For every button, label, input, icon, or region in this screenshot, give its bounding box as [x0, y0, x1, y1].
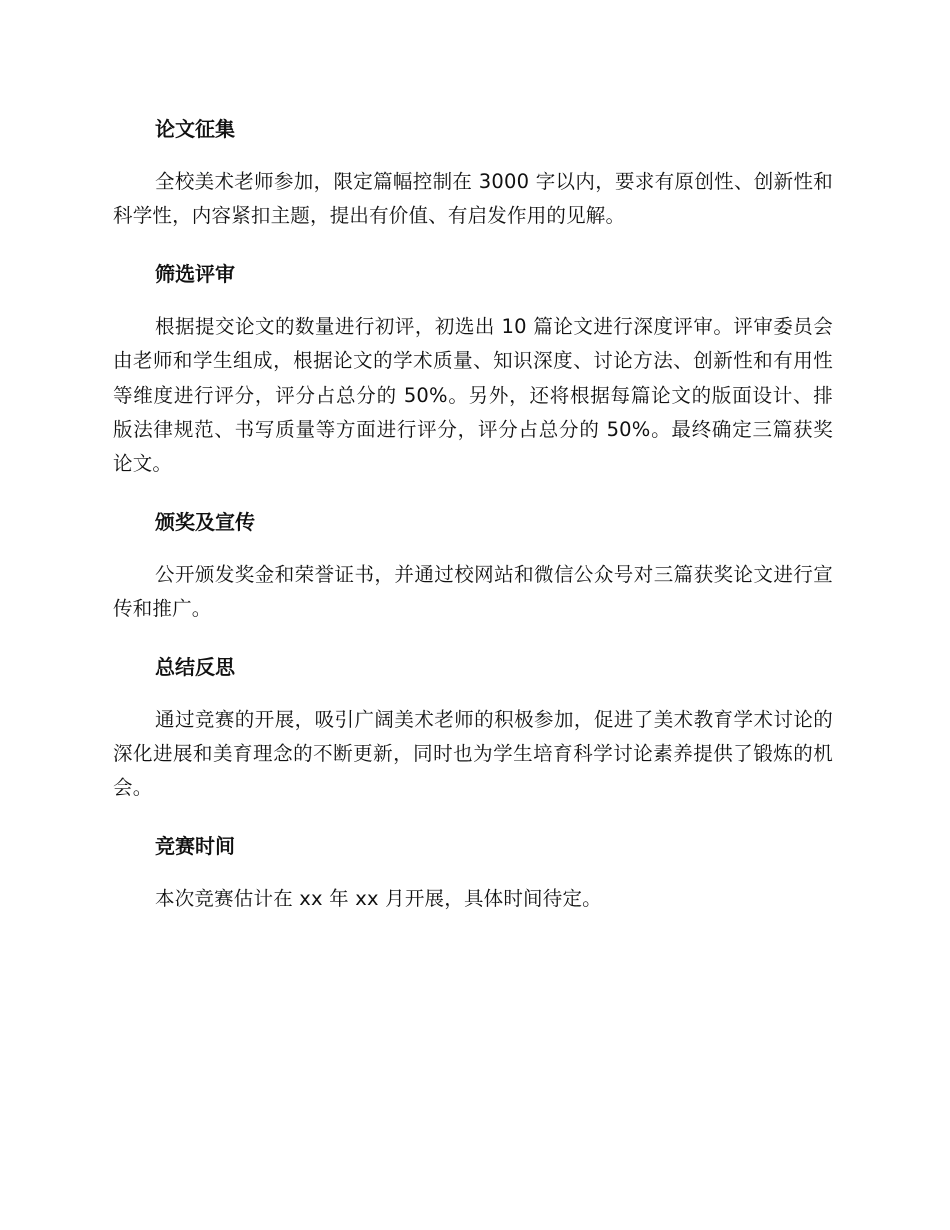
section-paragraph: 根据提交论文的数量进行初评，初选出 10 篇论文进行深度评审。评审委员会由老师和学生组成，根据论文的学术质量、知识深度、讨论方法、创新性和有用性等维度进行评分，评分占总分的 50%。另外，还将根据每篇论文的版面设计、排版法律规范、书写质量等方面进行评分，评分占总分的 50%。最终确定三篇获奖论文。	[113, 314, 833, 476]
section-heading: 筛选评审	[155, 261, 235, 286]
section-heading: 颁奖及宣传	[155, 509, 255, 534]
section-paragraph: 本次竞赛估计在 xx 年 xx 月开展，具体时间待定。	[155, 886, 602, 910]
document-body	[113, 112, 833, 939]
section-paragraph: 全校美术老师参加，限定篇幅控制在 3000 字以内，要求有原创性、创新性和科学性，内容紧扣主题，提出有价值、有启发作用的见解。	[113, 170, 833, 228]
section-screening-review	[113, 257, 833, 482]
section-paragraph: 通过竞赛的开展，吸引广阔美术老师的积极参加，促进了美术教育学术讨论的深化进展和美育理念的不断更新，同时也为学生培育科学讨论素养提供了锻炼的机会。	[113, 707, 833, 800]
section-heading: 论文征集	[155, 117, 235, 141]
section-summary-reflection	[113, 650, 833, 806]
section-paper-collection	[113, 112, 833, 234]
section-competition-time	[113, 829, 833, 916]
section-heading: 竞赛时间	[155, 833, 235, 858]
section-paragraph: 公开颁发奖金和荣誉证书，并通过校网站和微信公众号对三篇获奖论文进行宣传和推广。	[113, 562, 833, 621]
section-award-publicity	[113, 505, 833, 627]
section-heading: 总结反思	[155, 654, 235, 679]
